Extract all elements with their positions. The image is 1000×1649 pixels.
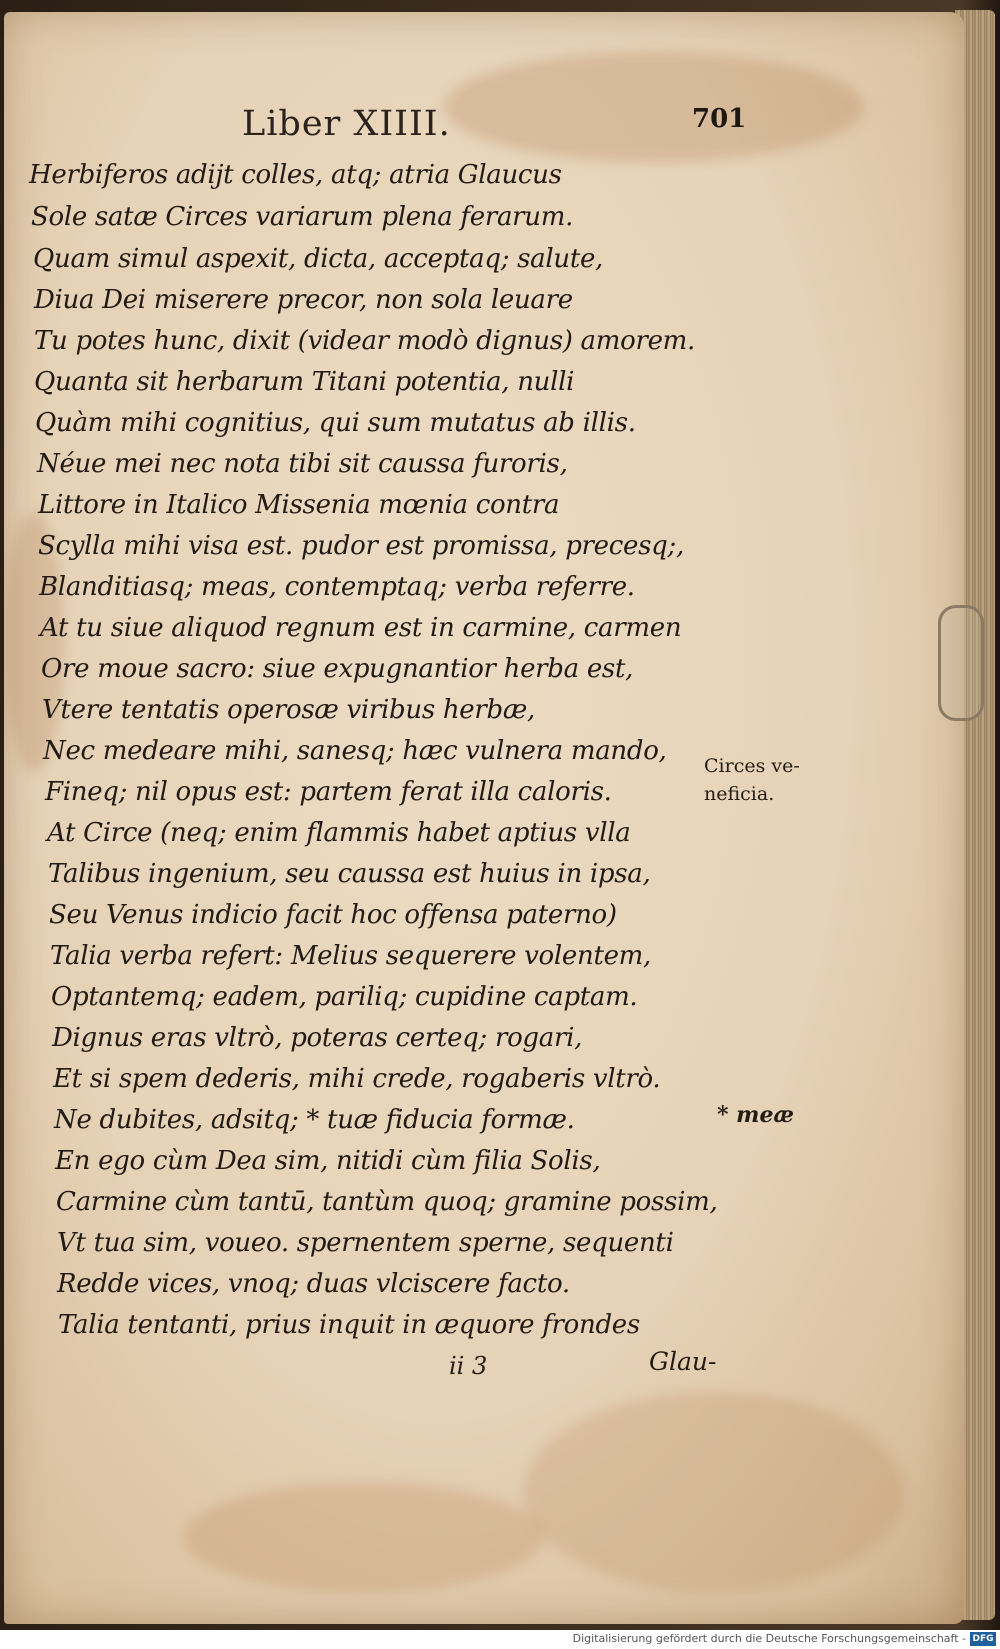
verse-line: At tu siue aliquod regnum est in carmine, carmen xyxy=(40,613,682,643)
clip-icon xyxy=(938,605,984,721)
verse-line: Seu Venus indicio facit hoc offensa paterno) xyxy=(49,900,617,930)
verse-line: Herbiferos adijt colles, atq; atria Glaucus xyxy=(29,160,562,190)
running-head: Liber XIIII. xyxy=(242,104,451,144)
water-stain xyxy=(444,52,864,162)
verse-line: Littore in Italico Missenia mœnia contra xyxy=(38,490,560,520)
verse-line: Quàm mihi cognitius, qui sum mutatus ab illis. xyxy=(35,408,636,438)
verse-line: En ego cùm Dea sim, nitidi cùm filia Solis, xyxy=(55,1146,601,1176)
verse-line: Quam simul aspexit, dicta, acceptaq; salute, xyxy=(33,244,604,274)
page-number: 701 xyxy=(692,104,747,134)
verse-line: Vtere tentatis operosæ viribus herbæ, xyxy=(42,695,535,725)
signature-mark: ii 3 xyxy=(449,1352,488,1380)
dfg-logo: DFG xyxy=(970,1632,996,1646)
verse-line: Nec medeare mihi, sanesq; hæc vulnera mando, xyxy=(43,736,667,766)
verse-line: Vt tua sim, voueo. spernentem sperne, sequenti xyxy=(57,1228,674,1258)
credit-bar xyxy=(0,1630,1000,1649)
verse-line: At Circe (neq; enim flammis habet aptius vlla xyxy=(47,818,631,848)
verse-line: Et si spem dederis, mihi crede, rogaberis vltrò. xyxy=(53,1064,661,1094)
marginal-note-line: Circes ve- xyxy=(704,755,800,777)
verse-line: Quanta sit herbarum Titani potentia, nulli xyxy=(34,367,575,397)
verse-line: Néue mei nec nota tibi sit caussa furoris, xyxy=(37,449,568,479)
verse-line: Talibus ingenium, seu caussa est huius in ipsa, xyxy=(48,859,651,889)
water-stain xyxy=(524,1392,904,1592)
verse-line: Tu potes hunc, dixit (videar modò dignus) amorem. xyxy=(34,326,695,356)
variant-note: * meæ xyxy=(717,1102,794,1128)
credit-text: Digitalisierung gefördert durch die Deutsche Forschungsgemeinschaft - xyxy=(572,1632,966,1645)
catchword: Glau- xyxy=(649,1347,717,1376)
verse-line: Optantemq; eadem, pariliq; cupidine captam. xyxy=(51,982,638,1012)
verse-line: Redde vices, vnoq; duas vlciscere facto. xyxy=(57,1269,570,1299)
verse-line: Blanditiasq; meas, contemptaq; verba referre. xyxy=(39,572,635,602)
book-page xyxy=(4,12,964,1624)
marginal-note xyxy=(704,752,834,808)
verse-line: Sole satæ Circes variarum plena ferarum. xyxy=(31,202,574,232)
verse-line: Diua Dei miserere precor, non sola leuare xyxy=(34,285,573,315)
verse-line: Talia tentanti, prius inquit in æquore frondes xyxy=(58,1310,640,1340)
verse-line: Carmine cùm tantū, tantùm quoq; gramine possim, xyxy=(56,1187,718,1217)
verse-line: Fineq; nil opus est: partem ferat illa caloris. xyxy=(45,777,612,807)
marginal-note-line: neficia. xyxy=(704,783,775,805)
verse-line: Ne dubites, adsitq; * tuæ fiducia formæ. xyxy=(54,1105,575,1135)
water-stain xyxy=(184,1482,544,1592)
verse-line: Dignus eras vltrò, poteras certeq; rogari, xyxy=(52,1023,583,1053)
verse-line: Ore moue sacro: siue expugnantior herba est, xyxy=(41,654,634,684)
verse-line: Talia verba refert: Melius sequerere volentem, xyxy=(50,941,651,971)
verse-line: Scylla mihi visa est. pudor est promissa, precesq;, xyxy=(38,531,684,561)
